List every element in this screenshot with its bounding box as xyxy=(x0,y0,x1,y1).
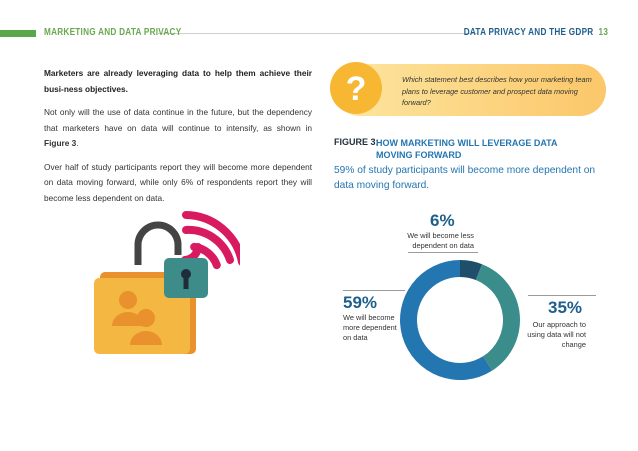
lead-paragraph: Marketers are already leveraging data to help them achieve their busi-ness objectives. xyxy=(44,68,312,94)
figure-title: HOW MARKETING WILL LEVERAGE DATA MOVING FORWARD xyxy=(376,138,558,160)
donut-chart xyxy=(390,250,530,390)
slice-label-same-value: 35% xyxy=(548,298,583,317)
body-text xyxy=(44,66,312,214)
slice-label-more-value: 59% xyxy=(343,293,378,312)
slice-label-less-value: 6% xyxy=(430,211,455,230)
survey-question: Which statement best describes how your marketing team plans to leverage customer and prospect data moving forward? xyxy=(402,75,592,107)
header-divider xyxy=(158,33,478,34)
question-mark-icon: ? xyxy=(330,62,382,114)
leader-line-more xyxy=(343,290,405,291)
chapter-title xyxy=(464,27,608,38)
slice-label-less-text: We will become less dependent on data xyxy=(407,231,474,250)
wifi-signal-icon xyxy=(185,215,240,265)
chapter-title-text: DATA PRIVACY AND THE GDPR xyxy=(463,27,594,38)
figure-reference: Figure 3 xyxy=(44,138,77,148)
leader-line-same xyxy=(528,295,596,296)
paragraph-2: Over half of study participants report they will become more dependent on data moving forward, while only 6% of respondents report they will become less dependent on data. xyxy=(44,161,312,203)
paragraph-1-text: Not only will the use of data continue in the future, but the dependency that marketers have on data will continue to intensify, as shown in xyxy=(44,107,312,133)
page-number: 13 xyxy=(598,27,608,38)
figure-label: FIGURE 3: xyxy=(334,137,379,147)
header-accent-bar xyxy=(0,30,36,37)
slice-label-more-text: We will become more dependent on data xyxy=(343,313,397,342)
survey-question-callout xyxy=(334,64,606,116)
slice-label-same-text: Our approach to using data will not change xyxy=(527,320,586,349)
paragraph-1 xyxy=(44,105,312,152)
section-title: MARKETING AND DATA PRIVACY xyxy=(44,27,182,38)
figure-subtitle: 59% of study participants will become more dependent on data moving forward. xyxy=(334,165,596,191)
padlock-folder-illustration xyxy=(90,200,240,360)
leader-line-less xyxy=(408,252,478,253)
slice-no-change xyxy=(476,264,520,370)
paragraph-1-end: . xyxy=(76,138,79,148)
